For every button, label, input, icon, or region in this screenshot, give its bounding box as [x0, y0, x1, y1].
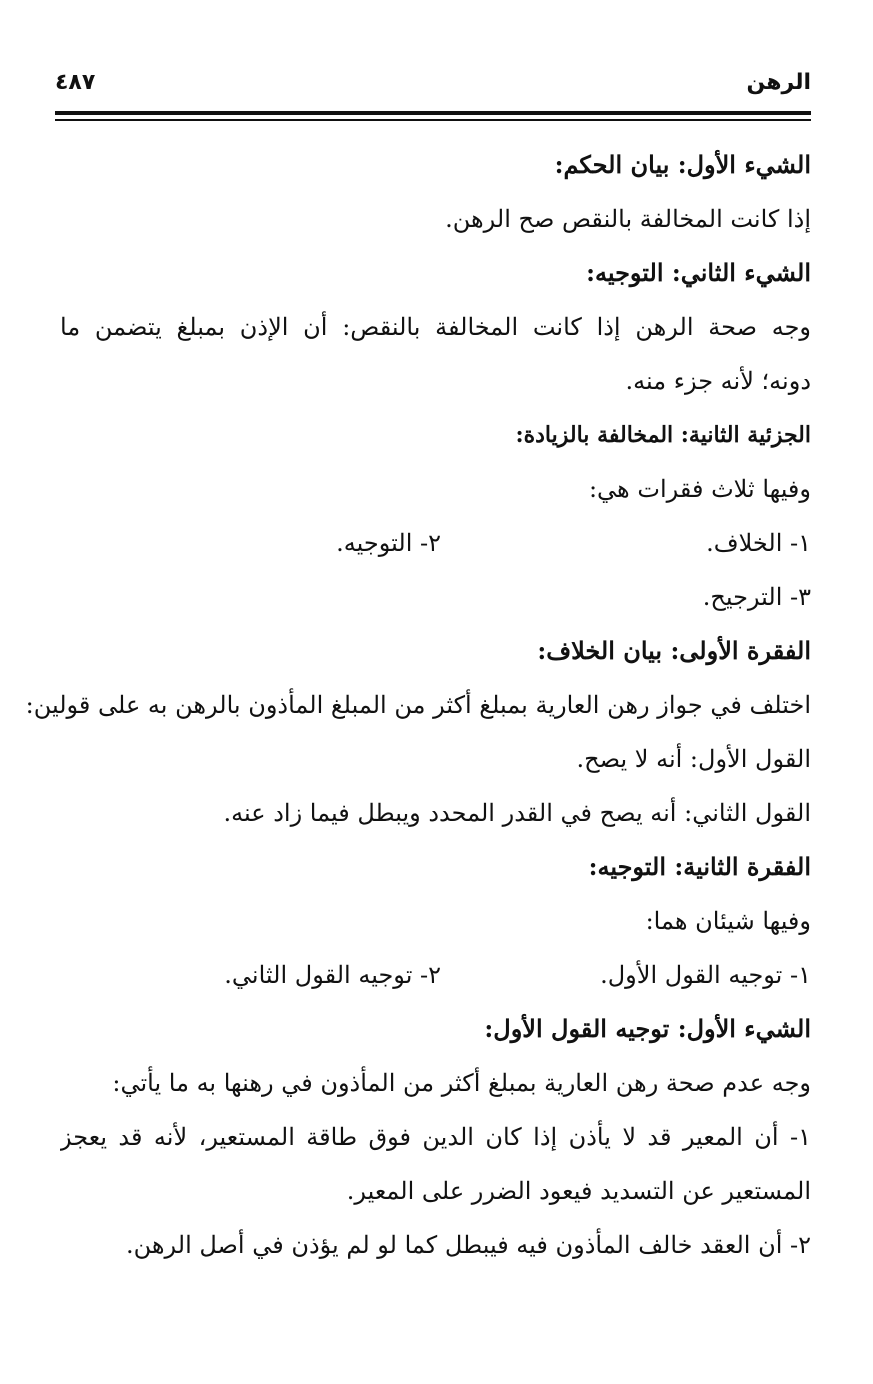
- header-rule-thick: [55, 111, 811, 115]
- heading-dispute: الفقرة الأولى: بيان الخلاف:: [537, 636, 811, 665]
- paragraph: وجه عدم صحة رهن العارية بمبلغ أكثر من المأذون في رهنها به ما يأتي:: [112, 1069, 811, 1097]
- paragraph: إذا كانت المخالفة بالنقص صح الرهن.: [445, 205, 811, 233]
- list-item: ٢- توجيه القول الثاني.: [224, 961, 441, 989]
- heading-first-opinion: الشيء الأول: توجيه القول الأول:: [484, 1014, 811, 1043]
- list-item: ١- توجيه القول الأول.: [600, 961, 811, 989]
- paragraph-justified: وجه صحة الرهن إذا كانت المخالفة بالنقص: أن الإذن بمبلغ يتضمن ما: [60, 313, 811, 341]
- running-header: [55, 68, 811, 108]
- list-item: ٣- الترجيح.: [702, 583, 811, 611]
- list-item: ١- الخلاف.: [706, 529, 811, 557]
- paragraph: وفيها شيئان هما:: [645, 907, 811, 935]
- section-heading: الجزئية الثانية: المخالفة بالزيادة:: [515, 422, 811, 448]
- opinion-first: القول الأول: أنه لا يصح.: [576, 745, 811, 773]
- body-text: [25, 138, 811, 1272]
- list-row: [60, 948, 811, 1002]
- paragraph-justified: ١- أن المعير قد لا يأذن إذا كان الدين فوق طاقة المستعير، لأنه قد يعجز: [60, 1123, 811, 1151]
- heading-justification: الشيء الثاني: التوجيه:: [586, 258, 811, 287]
- paragraph: اختلف في جواز رهن العارية بمبلغ أكثر من المبلغ المأذون بالرهن به على قولين:: [25, 691, 811, 719]
- page-number: ٤٨٧: [55, 70, 96, 95]
- header-rule-thin: [55, 119, 811, 121]
- list-row: [60, 516, 811, 570]
- paragraph-continuation: دونه؛ لأنه جزء منه.: [625, 367, 811, 395]
- heading-ruling: الشيء الأول: بيان الحكم:: [554, 150, 811, 179]
- chapter-title: الرهن: [746, 70, 811, 95]
- paragraph: ٢- أن العقد خالف المأذون فيه فيبطل كما لو لم يؤذن في أصل الرهن.: [125, 1231, 811, 1259]
- paragraph-continuation: المستعير عن التسديد فيعود الضرر على المعير.: [346, 1177, 811, 1205]
- paragraph: وفيها ثلاث فقرات هي:: [588, 475, 811, 503]
- heading-justification-2: الفقرة الثانية: التوجيه:: [588, 852, 811, 881]
- list-item: ٢- التوجيه.: [336, 529, 441, 557]
- opinion-second: القول الثاني: أنه يصح في القدر المحدد ويبطل فيما زاد عنه.: [223, 799, 811, 827]
